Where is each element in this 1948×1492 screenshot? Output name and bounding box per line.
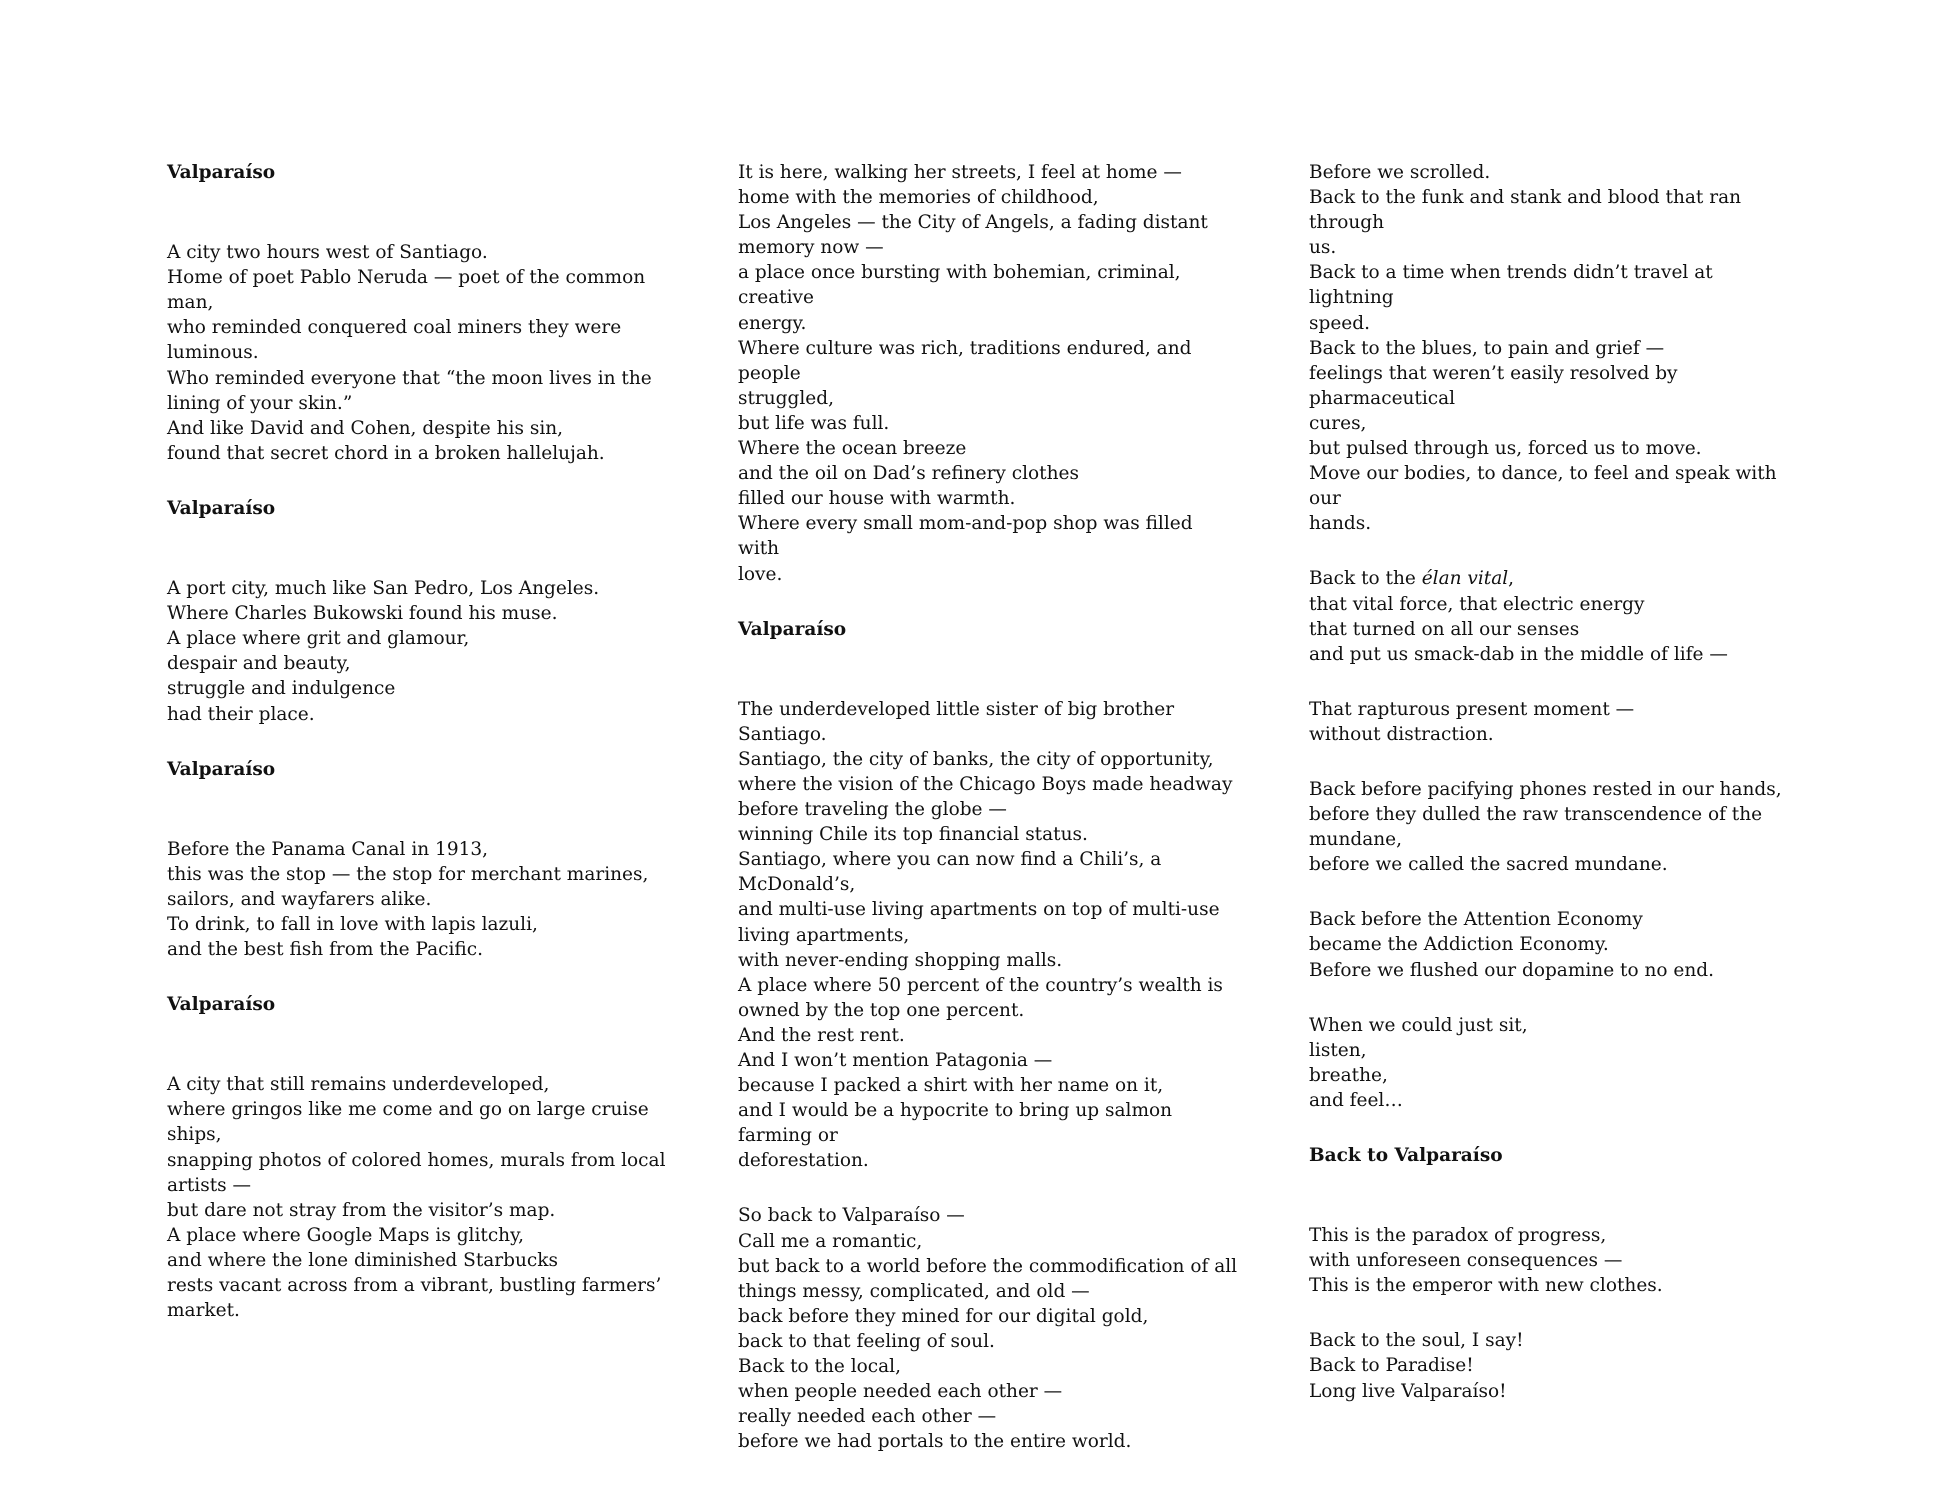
- poem-line: That rapturous present moment —: [1309, 698, 1635, 720]
- poem-line: when people needed each other —: [738, 1381, 1063, 1403]
- poem-line: Los Angeles — the City of Angels, a fading distant: [738, 212, 1208, 234]
- poem-line: A city two hours west of Santiago.: [167, 242, 488, 264]
- section-heading: Valparaíso: [738, 618, 847, 640]
- poem-line: feelings that weren’t easily resolved by pharmaceutical: [1309, 362, 1678, 409]
- poem-line: mundane,: [1309, 829, 1402, 851]
- poem-line: And I won’t mention Patagonia —: [738, 1050, 1053, 1071]
- poem-line: sailors, and wayfarers alike.: [167, 888, 432, 910]
- poem-line: Back to the funk and stank and blood that ran through: [1309, 187, 1742, 234]
- poem-line: Before we scrolled.: [1309, 162, 1491, 183]
- poem-line: Back to Paradise!: [1309, 1355, 1474, 1377]
- poem-column-3: [1309, 160, 1789, 1404]
- poem-line: who reminded conquered coal miners they were: [167, 317, 622, 339]
- poem-line: really needed each other —: [738, 1406, 997, 1428]
- poem-line: but pulsed through us, forced us to move.: [1309, 438, 1702, 460]
- poem-line: Back to a time when trends didn’t travel at lightning: [1309, 262, 1713, 309]
- poem-line: market.: [167, 1300, 240, 1322]
- poem-line: filled our house with warmth.: [738, 488, 1016, 510]
- poem-line: back to that feeling of soul.: [738, 1330, 995, 1352]
- poem-line: back before they mined for our digital gold,: [738, 1305, 1149, 1327]
- stanza: [738, 1203, 1238, 1454]
- poem-line: things messy, complicated, and old —: [738, 1280, 1090, 1302]
- stanza: [167, 576, 667, 727]
- poem-line: had their place.: [167, 703, 315, 725]
- poem-line: before we had portals to the entire world.: [738, 1431, 1132, 1453]
- poem-line: found that secret chord in a broken hallelujah.: [167, 442, 605, 464]
- poem-line: before traveling the globe —: [738, 799, 1007, 821]
- poem-line: Who reminded everyone that “the moon lives in the: [167, 367, 652, 389]
- poem-line: a place once bursting with bohemian, criminal, creative: [738, 262, 1181, 309]
- poem-line: but dare not stray from the visitor’s map.: [167, 1199, 556, 1221]
- poem-line: Back before the Attention Economy: [1309, 909, 1643, 931]
- poem-line: before we called the sacred mundane.: [1309, 854, 1668, 876]
- poem-line: and the oil on Dad’s refinery clothes: [738, 463, 1079, 485]
- poem-line: Santiago, where you can now find a Chili’s, a: [738, 849, 1162, 871]
- poem-line: lining of your skin.”: [167, 392, 353, 414]
- poem-line: Call me a romantic,: [738, 1230, 923, 1252]
- poem-line: and put us smack-dab in the middle of life —: [1309, 643, 1728, 665]
- poem-line: Back to the local,: [738, 1356, 901, 1378]
- section-heading: Valparaíso: [167, 497, 276, 519]
- poem-line: and where the lone diminished Starbucks: [167, 1249, 558, 1271]
- poem-line: rests vacant across from a vibrant, bustling farmers’: [167, 1275, 662, 1296]
- poem-line: deforestation.: [738, 1150, 869, 1172]
- poem-line: home with the memories of childhood,: [738, 187, 1099, 209]
- poem-line: Long live Valparaíso!: [1309, 1380, 1507, 1402]
- poem-line: So back to Valparaíso —: [738, 1205, 965, 1227]
- poem-line: that vital force, that electric energy: [1309, 593, 1645, 615]
- poem-line: because I packed a shirt with her name on it,: [738, 1075, 1164, 1097]
- stanza: [167, 837, 667, 962]
- poem-line: living apartments,: [738, 924, 910, 946]
- poem-line: where gringos like me come and go on large cruise ships,: [167, 1099, 649, 1146]
- poem-line: us.: [1309, 237, 1337, 259]
- poem-line: Where culture was rich, traditions endured, and people: [738, 337, 1192, 384]
- poem-line: energy.: [738, 312, 807, 334]
- poem-line: and feel…: [1309, 1089, 1403, 1111]
- stanza: [1309, 566, 1789, 666]
- poem-line: with unforeseen consequences —: [1309, 1250, 1623, 1272]
- poem-line: McDonald’s,: [738, 874, 856, 896]
- stanza: [1309, 907, 1789, 982]
- poem-line: Move our bodies, to dance, to feel and speak with our: [1309, 463, 1777, 510]
- poem-line: Where every small mom-and-pop shop was filled with: [738, 513, 1193, 560]
- stanza: [1309, 697, 1789, 747]
- poem-line: And like David and Cohen, despite his sin,: [167, 417, 564, 439]
- section-heading: Valparaíso: [167, 994, 276, 1016]
- stanza: [738, 697, 1238, 1174]
- poem-line: cures,: [1309, 412, 1367, 434]
- poem-line: but life was full.: [738, 412, 890, 434]
- poem-line: with never-ending shopping malls.: [738, 949, 1063, 971]
- poem-line: Santiago, the city of banks, the city of opportunity,: [738, 748, 1214, 770]
- poem-line: love.: [738, 563, 783, 585]
- stanza: [167, 1072, 667, 1323]
- poem-line: Before the Panama Canal in 1913,: [167, 838, 489, 860]
- section-heading: Valparaíso: [167, 162, 276, 183]
- stanza: [1309, 1328, 1789, 1403]
- poem-line: A place where Google Maps is glitchy,: [167, 1224, 524, 1246]
- poem-line: breathe,: [1309, 1064, 1388, 1086]
- poem-line: snapping photos of colored homes, murals from local: [167, 1149, 666, 1171]
- poem-line: The underdeveloped little sister of big brother Santiago.: [738, 698, 1175, 745]
- poem-line: winning Chile its top financial status.: [738, 824, 1088, 846]
- poem-line: Back to the blues, to pain and grief —: [1309, 337, 1665, 359]
- poem-line: where the vision of the Chicago Boys made headway: [738, 773, 1233, 795]
- stanza: [167, 240, 667, 466]
- poem-line: despair and beauty,: [167, 653, 351, 675]
- poem-line: that turned on all our senses: [1309, 618, 1580, 640]
- poem-line: but back to a world before the commodification of all: [738, 1255, 1238, 1277]
- poem-line: speed.: [1309, 312, 1370, 334]
- poem-line: Back to the élan vital,: [1309, 568, 1515, 590]
- poem-line: struggle and indulgence: [167, 678, 396, 700]
- poem-line: artists —: [167, 1174, 252, 1196]
- poem-line: memory now —: [738, 237, 884, 259]
- stanza: [1309, 777, 1789, 877]
- poem-line: It is here, walking her streets, I feel at home —: [738, 162, 1182, 183]
- section-heading: Valparaíso: [167, 758, 276, 780]
- poem-line: Back to the soul, I say!: [1309, 1330, 1524, 1352]
- stanza: [738, 160, 1238, 587]
- section-heading: Back to Valparaíso: [1309, 1145, 1503, 1166]
- poem-line: luminous.: [167, 342, 259, 364]
- poem-line: hands.: [1309, 513, 1372, 535]
- poem-line: and the best fish from the Pacific.: [167, 939, 484, 961]
- poem-line: A place where grit and glamour,: [167, 628, 470, 650]
- stanza: [1309, 160, 1789, 536]
- poem-line: When we could just sit,: [1309, 1014, 1528, 1036]
- stanza: [1309, 1223, 1789, 1298]
- poem-line: before they dulled the raw transcendence of the: [1309, 804, 1763, 826]
- poem-line: without distraction.: [1309, 723, 1494, 745]
- poem-line: Back before pacifying phones rested in our hands,: [1309, 778, 1782, 800]
- poem-line: Where the ocean breeze: [738, 438, 967, 460]
- poem-line: and multi-use living apartments on top of multi-use: [738, 899, 1220, 921]
- poem-line: this was the stop — the stop for merchant marines,: [167, 863, 649, 885]
- poem-column-2: [738, 160, 1238, 1454]
- poem-line: This is the emperor with new clothes.: [1309, 1275, 1663, 1297]
- poem-line: To drink, to fall in love with lapis lazuli,: [167, 913, 538, 935]
- poem-line: And the rest rent.: [738, 1024, 905, 1046]
- poem-line: and I would be a hypocrite to bring up salmon farming or: [738, 1100, 1173, 1147]
- poem-line: listen,: [1309, 1039, 1367, 1061]
- italic-phrase: élan vital: [1421, 568, 1509, 590]
- poem-line: A city that still remains underdeveloped,: [167, 1074, 550, 1096]
- poem-line: owned by the top one percent.: [738, 999, 1025, 1021]
- poem-line: struggled,: [738, 387, 834, 409]
- poem-line: A place where 50 percent of the country’s wealth is: [738, 974, 1223, 996]
- poem-line: Before we flushed our dopamine to no end.: [1309, 959, 1715, 981]
- poem-line: This is the paradox of progress,: [1309, 1225, 1607, 1247]
- poem-line: became the Addiction Economy.: [1309, 934, 1609, 956]
- stanza: [1309, 1013, 1789, 1113]
- poem-line: Home of poet Pablo Neruda — poet of the common man,: [167, 267, 646, 314]
- poem-line: Where Charles Bukowski found his muse.: [167, 603, 558, 625]
- poem-line: A port city, much like San Pedro, Los Angeles.: [167, 578, 600, 600]
- poem-column-1: [167, 160, 667, 1323]
